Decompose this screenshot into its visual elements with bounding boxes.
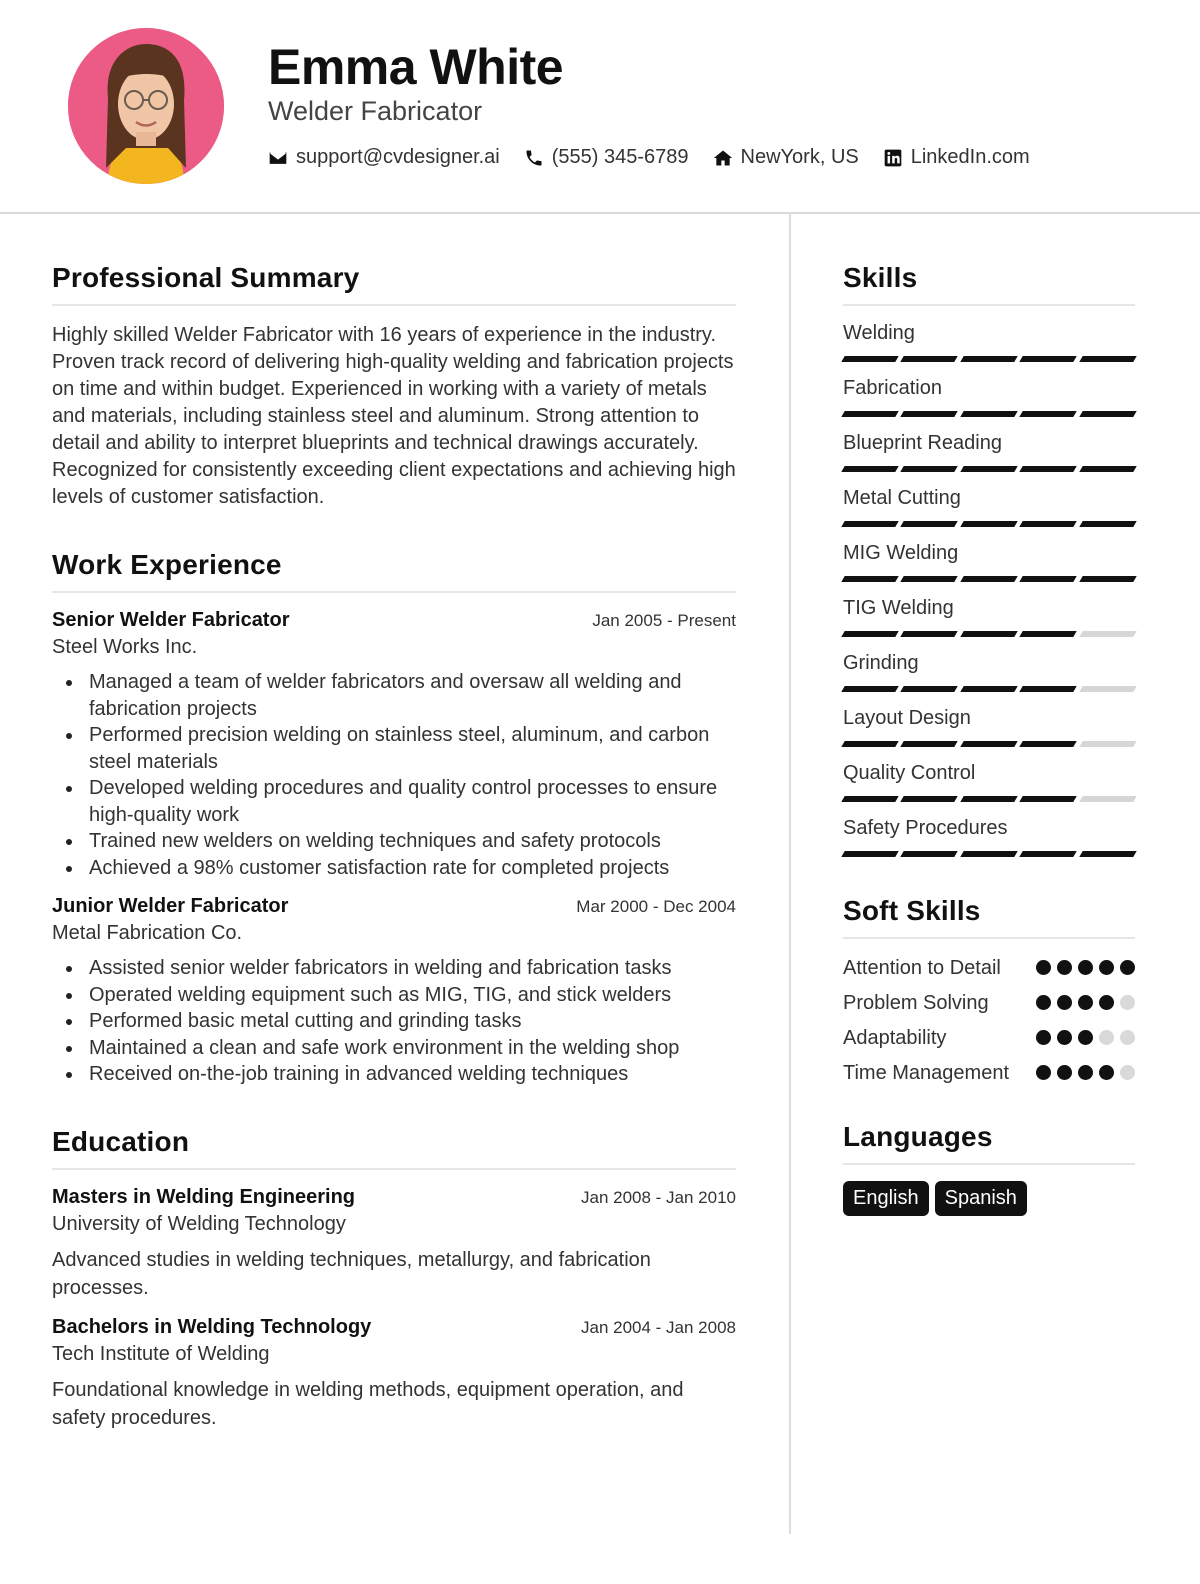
phone-icon — [524, 148, 544, 168]
skill-level-segment-filled — [901, 411, 959, 417]
skills-list — [843, 322, 1135, 857]
bullet-item: Operated welding equipment such as MIG, TIG, and stick welders — [52, 982, 736, 1009]
rating-dot-filled — [1078, 1030, 1093, 1045]
summary-heading: Professional Summary — [52, 262, 736, 306]
resume-header — [0, 0, 1200, 214]
soft-skill-rating — [1036, 1025, 1135, 1045]
skill-level-segment-filled — [960, 631, 1018, 637]
skill-level-segment-filled — [1019, 741, 1077, 747]
linkedin-contact[interactable] — [883, 146, 1030, 169]
bullet-item: Assisted senior welder fabricators in welding and fabrication tasks — [52, 955, 736, 982]
degree-title: Bachelors in Welding Technology — [52, 1315, 372, 1338]
skill-item — [843, 542, 1135, 582]
job-bullets — [52, 669, 736, 881]
job-dates: Jan 2005 - Present — [592, 611, 736, 630]
soft-skill-rating — [1036, 990, 1135, 1010]
skill-level-segment-filled — [1019, 466, 1077, 472]
skill-item — [843, 762, 1135, 802]
rating-dot-filled — [1057, 1065, 1072, 1080]
rating-dot-filled — [1036, 960, 1051, 975]
job-dates: Mar 2000 - Dec 2004 — [576, 897, 736, 916]
skill-level-bar — [843, 631, 1135, 637]
rating-dot-empty — [1099, 1030, 1114, 1045]
envelope-icon — [268, 148, 288, 168]
rating-dot-filled — [1078, 995, 1093, 1010]
skill-level-segment-filled — [1019, 796, 1077, 802]
skill-item — [843, 707, 1135, 747]
skill-level-segment-filled — [901, 851, 959, 857]
skill-level-segment-filled — [901, 576, 959, 582]
summary-text: Highly skilled Welder Fabricator with 16 years of experience in the industry. Proven track record of delivering high-quality welding and fabrication projects on time and within budget. Experienced in working with a variety of metals and materials, including stainless steel and aluminum. Strong attention to detail and ability to interpret blueprints and technical drawings accurately. Recognized for consistently exceeding client expectations and achieving high levels of customer satisfaction. — [52, 324, 736, 508]
skill-level-segment-filled — [901, 796, 959, 802]
skill-level-bar — [843, 851, 1135, 857]
skill-level-segment-filled — [1079, 411, 1137, 417]
skill-level-segment-filled — [960, 576, 1018, 582]
skill-level-bar — [843, 576, 1135, 582]
soft-skill-item — [843, 955, 1135, 982]
rating-dot-filled — [1057, 960, 1072, 975]
linkedin-icon — [883, 148, 903, 168]
skill-level-segment-filled — [1019, 631, 1077, 637]
skill-name: Safety Procedures — [843, 817, 1008, 839]
bullet-item: Maintained a clean and safe work environment in the welding shop — [52, 1035, 736, 1062]
soft-skill-name: Time Management — [843, 1062, 1009, 1084]
skill-level-segment-filled — [901, 466, 959, 472]
skill-level-bar — [843, 466, 1135, 472]
school-name: University of Welding Technology — [52, 1212, 346, 1235]
skill-level-segment-filled — [901, 686, 959, 692]
soft-skills-heading: Soft Skills — [843, 895, 1135, 939]
rating-dot-filled — [1078, 960, 1093, 975]
education-dates: Jan 2004 - Jan 2008 — [580, 1317, 736, 1337]
skill-name: TIG Welding — [843, 597, 954, 619]
skill-level-segment-filled — [960, 521, 1018, 527]
skill-level-bar — [843, 796, 1135, 802]
soft-skill-name: Problem Solving — [843, 992, 989, 1014]
skill-level-segment-filled — [901, 741, 959, 747]
profile-photo — [68, 28, 224, 184]
rating-dot-empty — [1120, 1065, 1135, 1080]
bullet-item: Trained new welders on welding techniques and safety protocols — [52, 828, 736, 855]
skill-level-segment-filled — [1079, 521, 1137, 527]
rating-dot-filled — [1099, 960, 1114, 975]
skill-name: Layout Design — [843, 707, 971, 729]
rating-dot-filled — [1036, 1065, 1051, 1080]
sidebar-column — [843, 262, 1135, 1216]
soft-skill-rating — [1036, 1060, 1135, 1080]
skill-level-segment-filled — [1019, 356, 1077, 362]
skill-level-segment-empty — [1079, 631, 1137, 637]
education-heading: Education — [52, 1126, 736, 1170]
rating-dot-filled — [1057, 995, 1072, 1010]
skill-item — [843, 322, 1135, 362]
skill-level-segment-filled — [1019, 411, 1077, 417]
skill-level-segment-filled — [960, 741, 1018, 747]
skill-level-bar — [843, 521, 1135, 527]
skill-item — [843, 817, 1135, 857]
job-bullets — [52, 955, 736, 1088]
education-dates: Jan 2008 - Jan 2010 — [580, 1187, 736, 1207]
school-name: Tech Institute of Welding — [52, 1342, 270, 1365]
rating-dot-filled — [1057, 1030, 1072, 1045]
skill-level-segment-filled — [901, 521, 959, 527]
skill-level-segment-filled — [960, 686, 1018, 692]
soft-skills-list — [843, 955, 1135, 1087]
skill-level-segment-filled — [841, 411, 899, 417]
languages-heading: Languages — [843, 1121, 1135, 1165]
home-icon — [713, 148, 733, 168]
skill-level-segment-empty — [1079, 686, 1137, 692]
skill-level-segment-filled — [841, 741, 899, 747]
skill-item — [843, 432, 1135, 472]
job-role: Junior Welder Fabricator — [52, 895, 289, 917]
soft-skill-item — [843, 1060, 1135, 1087]
bullet-item: Achieved a 98% customer satisfaction rate for completed projects — [52, 855, 736, 882]
skill-level-segment-filled — [1019, 521, 1077, 527]
skill-level-segment-filled — [841, 521, 899, 527]
skill-level-segment-filled — [901, 631, 959, 637]
language-badge: English — [843, 1181, 929, 1216]
languages-list — [843, 1181, 1135, 1216]
rating-dot-filled — [1099, 1065, 1114, 1080]
skill-item — [843, 597, 1135, 637]
email-text: support@cvdesigner.ai — [296, 146, 500, 168]
skill-name: Welding — [843, 322, 915, 344]
skill-level-segment-filled — [841, 576, 899, 582]
skill-level-segment-filled — [1079, 466, 1137, 472]
soft-skill-name: Adaptability — [843, 1027, 947, 1049]
location-contact — [713, 146, 859, 169]
skill-level-segment-filled — [1019, 576, 1077, 582]
skill-level-segment-filled — [1019, 851, 1077, 857]
rating-dot-filled — [1078, 1065, 1093, 1080]
candidate-name: Emma White — [268, 39, 564, 95]
phone-text: (555) 345-6789 — [551, 146, 689, 168]
skill-level-segment-filled — [841, 631, 899, 637]
skill-name: Fabrication — [843, 377, 942, 399]
rating-dot-filled — [1036, 995, 1051, 1010]
rating-dot-filled — [1120, 960, 1135, 975]
job-company: Metal Fabrication Co. — [52, 922, 243, 944]
skill-level-bar — [843, 356, 1135, 362]
bullet-item: Performed basic metal cutting and grinding tasks — [52, 1008, 736, 1035]
skill-level-segment-filled — [1079, 851, 1137, 857]
skill-level-segment-filled — [841, 851, 899, 857]
language-badge: Spanish — [935, 1181, 1027, 1216]
skill-level-segment-filled — [1079, 356, 1137, 362]
skill-level-segment-filled — [841, 466, 899, 472]
skill-level-segment-filled — [841, 356, 899, 362]
skill-level-segment-filled — [960, 796, 1018, 802]
skill-level-segment-filled — [901, 356, 959, 362]
education-entry — [52, 1316, 736, 1432]
bullet-item: Received on-the-job training in advanced welding techniques — [52, 1061, 736, 1088]
skill-level-segment-filled — [1019, 686, 1077, 692]
skill-level-bar — [843, 411, 1135, 417]
experience-heading: Work Experience — [52, 549, 736, 593]
email-contact[interactable] — [268, 146, 500, 169]
candidate-title: Welder Fabricator — [268, 96, 483, 126]
soft-skill-item — [843, 990, 1135, 1017]
job-role: Senior Welder Fabricator — [52, 609, 290, 631]
location-text: NewYork, US — [740, 146, 859, 168]
main-column — [52, 262, 736, 1432]
degree-title: Masters in Welding Engineering — [52, 1185, 356, 1208]
soft-skill-name: Attention to Detail — [843, 957, 1001, 979]
job-entry — [52, 609, 736, 881]
skill-level-segment-filled — [960, 411, 1018, 417]
skill-name: Quality Control — [843, 762, 976, 784]
skill-level-bar — [843, 741, 1135, 747]
soft-skill-item — [843, 1025, 1135, 1052]
skill-name: Blueprint Reading — [843, 432, 1002, 454]
bullet-item: Developed welding procedures and quality control processes to ensure high-quality work — [52, 775, 736, 828]
phone-contact[interactable] — [524, 146, 689, 169]
skill-level-segment-filled — [841, 796, 899, 802]
skill-name: Grinding — [843, 652, 919, 674]
column-divider — [789, 214, 791, 1534]
education-entry — [52, 1186, 736, 1302]
rating-dot-filled — [1099, 995, 1114, 1010]
rating-dot-empty — [1120, 995, 1135, 1010]
skill-level-segment-filled — [960, 356, 1018, 362]
skill-level-bar — [843, 686, 1135, 692]
education-description: Foundational knowledge in welding methods, equipment operation, and safety procedures. — [52, 1378, 684, 1429]
skill-name: MIG Welding — [843, 542, 959, 564]
skill-level-segment-empty — [1079, 741, 1137, 747]
skill-level-segment-filled — [960, 851, 1018, 857]
contact-info — [268, 146, 1054, 169]
skill-item — [843, 487, 1135, 527]
rating-dot-filled — [1036, 1030, 1051, 1045]
rating-dot-empty — [1120, 1030, 1135, 1045]
linkedin-text: LinkedIn.com — [910, 146, 1030, 168]
skills-heading: Skills — [843, 262, 1135, 306]
skill-item — [843, 652, 1135, 692]
skill-name: Metal Cutting — [843, 487, 961, 509]
skill-level-segment-empty — [1079, 796, 1137, 802]
skill-level-segment-filled — [1079, 576, 1137, 582]
skill-level-segment-filled — [960, 466, 1018, 472]
job-entry — [52, 895, 736, 1088]
bullet-item: Managed a team of welder fabricators and oversaw all welding and fabrication projects — [52, 669, 736, 722]
bullet-item: Performed precision welding on stainless steel, aluminum, and carbon steel materials — [52, 722, 736, 775]
skill-item — [843, 377, 1135, 417]
job-company: Steel Works Inc. — [52, 636, 198, 658]
soft-skill-rating — [1036, 955, 1135, 975]
education-description: Advanced studies in welding techniques, metallurgy, and fabrication processes. — [52, 1248, 651, 1299]
skill-level-segment-filled — [841, 686, 899, 692]
